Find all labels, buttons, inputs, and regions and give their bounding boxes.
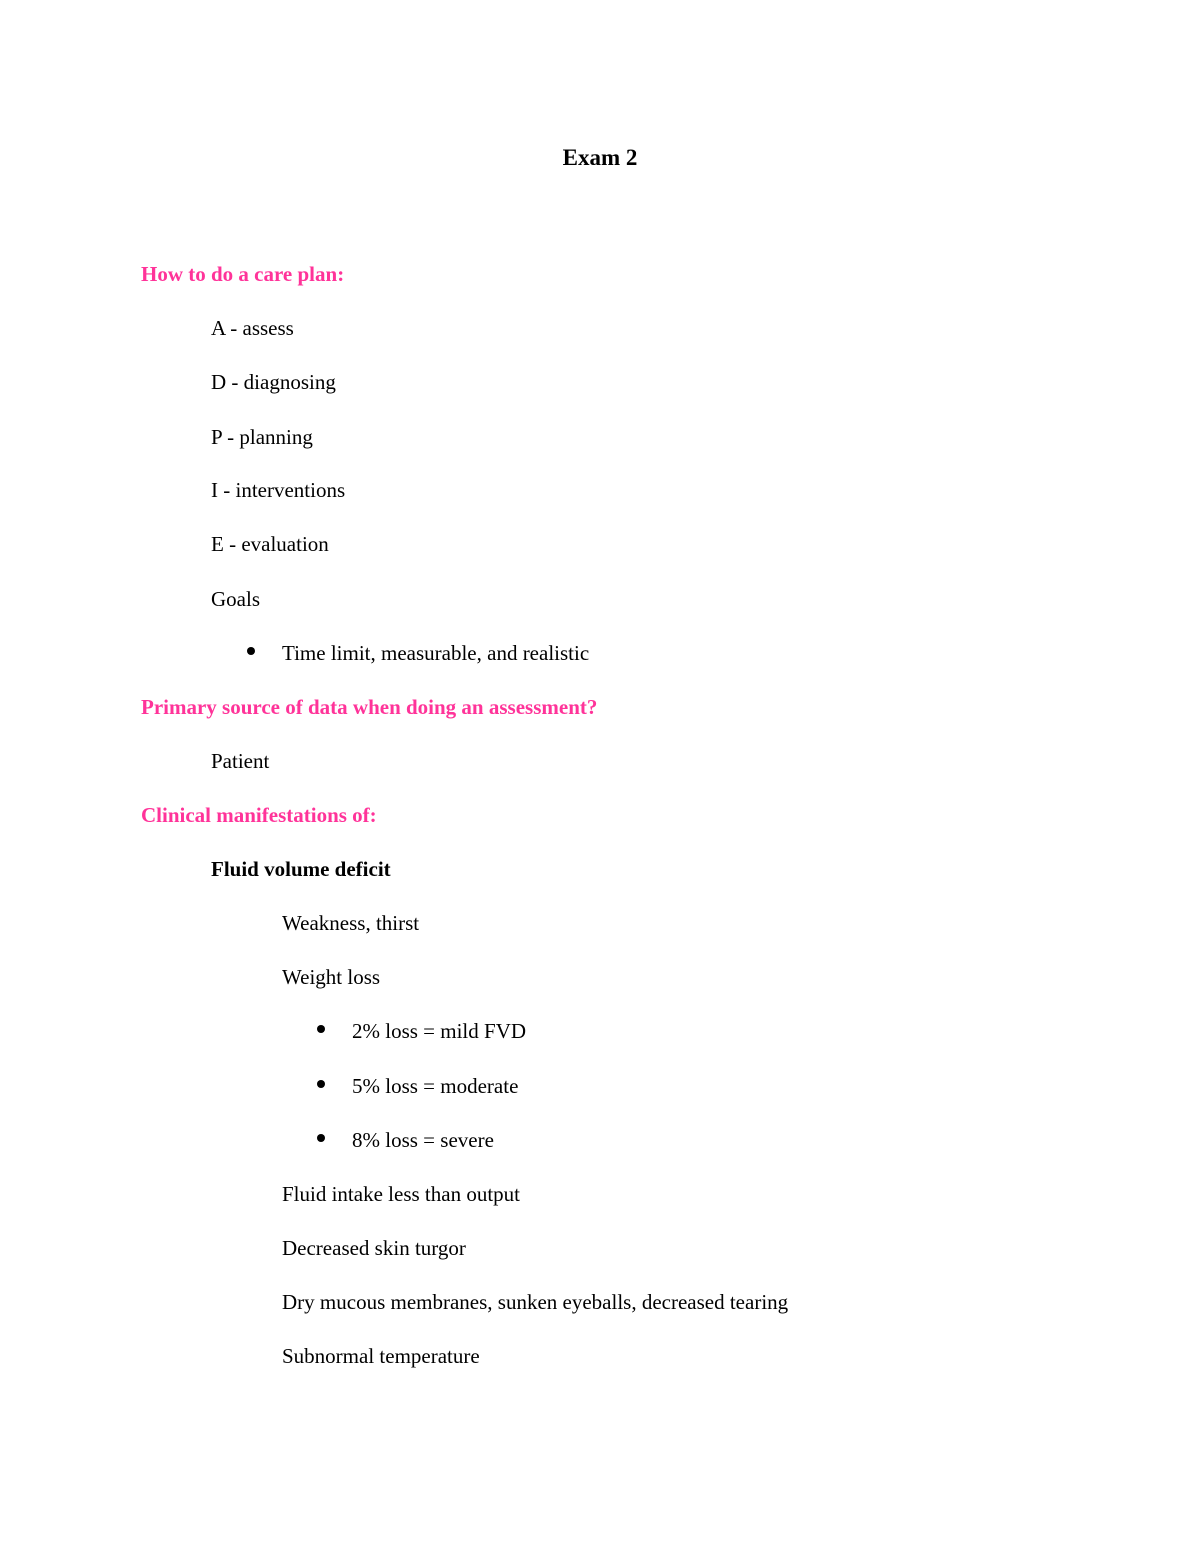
document-title: Exam 2: [562, 145, 638, 170]
fluid-volume-deficit-subheading: Fluid volume deficit: [211, 857, 391, 881]
manifestation-skin-turgor: Decreased skin turgor: [282, 1236, 466, 1260]
care-plan-item-goals: Goals: [211, 587, 260, 611]
goals-bullet-text: Time limit, measurable, and realistic: [282, 641, 590, 665]
bullet-icon: [317, 1134, 325, 1142]
weight-loss-bullet-mild: 2% loss = mild FVD: [352, 1019, 527, 1043]
manifestation-weakness: Weakness, thirst: [282, 911, 420, 935]
care-plan-item-interventions: I - interventions: [211, 478, 346, 502]
care-plan-item-diagnosing: D - diagnosing: [211, 370, 336, 394]
bullet-icon: [317, 1080, 325, 1088]
care-plan-item-planning: P - planning: [211, 425, 313, 449]
manifestation-subnormal-temp: Subnormal temperature: [282, 1344, 480, 1368]
manifestation-dry-mucous: Dry mucous membranes, sunken eyeballs, decreased tearing: [282, 1290, 789, 1314]
care-plan-item-assess: A - assess: [211, 316, 294, 340]
weight-loss-bullet-moderate: 5% loss = moderate: [352, 1074, 519, 1098]
clinical-heading: Clinical manifestations of:: [141, 803, 377, 827]
bullet-icon: [247, 647, 255, 655]
weight-loss-bullet-severe: 8% loss = severe: [352, 1128, 494, 1152]
care-plan-heading: How to do a care plan:: [141, 262, 345, 286]
care-plan-item-evaluation: E - evaluation: [211, 532, 329, 556]
manifestation-intake-output: Fluid intake less than output: [282, 1182, 520, 1206]
bullet-icon: [317, 1025, 325, 1033]
primary-source-heading: Primary source of data when doing an assessment?: [141, 695, 598, 719]
manifestation-weight-loss: Weight loss: [282, 965, 381, 989]
primary-source-answer: Patient: [211, 749, 270, 773]
